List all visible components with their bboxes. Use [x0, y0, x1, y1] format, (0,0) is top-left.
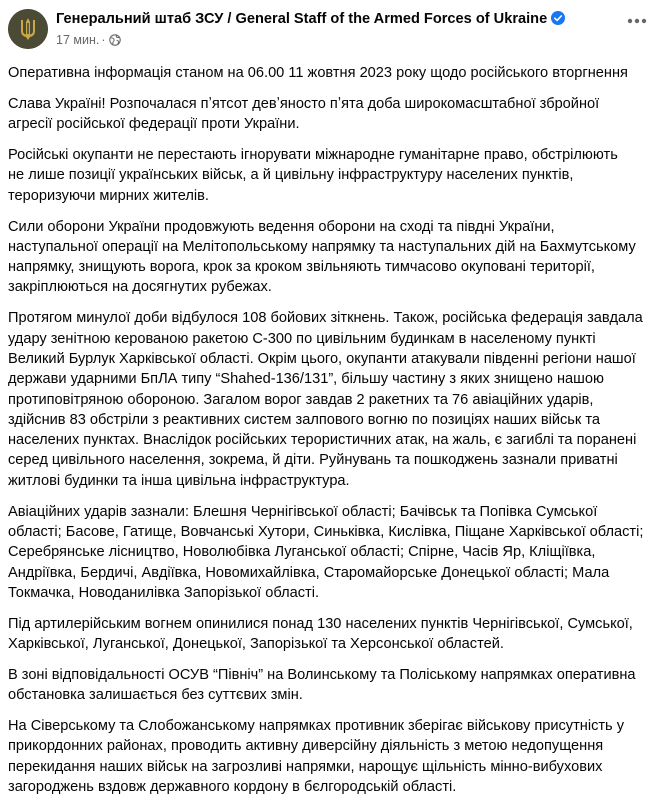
post-meta	[56, 32, 121, 50]
post-paragraph: Сили оборони України продовжують ведення оборони на сході та півдні України, наступальної операції на Мелітопольському напрямку та наступальних дій на Бахмутському напрямку, знищують ворога, крок за кроком звільняють тимчасово окуповані території, закріплюються на досягнутих рубежах.	[8, 218, 636, 296]
more-options-button[interactable]	[622, 6, 652, 36]
post-paragraph: Російські окупанти не перестають ігнорувати міжнародне гуманітарне право, обстрілюють не лише позиції українських військ, а й цивільну інфраструктуру населених пунктів, тероризуючи мирних жителів.	[8, 147, 618, 204]
post-timestamp-link[interactable]: 17 мин.	[56, 33, 100, 47]
author-line	[56, 10, 565, 31]
post-paragraph: Авіаційних ударів зазнали: Блешня Чернігівської області; Бачівськ та Попівка Сумської області; Басове, Гатище, Вовчанські Хутори, Синьківка, Кислівка, Піщане Харківської області; Серебрянське лісництво, Новолюбівка Луганської області; Спірне, Часів Яр, Кліщіївка, Андріївка, Бердичі, Авдіївка, Новомихайлівка, Старомайорське Донецької області; Мала Токмачка, Новоданилівка Запорізької області.	[8, 503, 644, 601]
globe-icon[interactable]	[109, 34, 121, 50]
page-avatar[interactable]	[8, 9, 48, 49]
post-header	[0, 0, 660, 60]
post-paragraph: Слава Україні! Розпочалася пʼятсот девʼяносто пʼята доба широкомасштабної збройної агресії російської федерації проти України.	[8, 95, 600, 133]
post-paragraph: Протягом минулої доби відбулося 108 бойових зіткнень. Також, російська федерація завдала удару зенітною керованою ракетою С-300 по цивільним будинкам в населеному пункті Великий Бурлук Харківської області. Окрім цього, окупанти атакували південні регіони нашої держави ударними БпЛА типу “Shahed-136/131”, більшу частину з яких знищено нашою протиповітряною обороною. Загалом ворог завдав 2 ракетних та 76 авіаційних ударів, здійснив 83 обстріли з реактивних систем залпового вогню по позиціях наших військ та населених пунктах. Внаслідок російських терористичних атак, на жаль, є загиблі та поранені серед цивільного населення, зокрема, й діти. Руйнувань та пошкоджень зазнали приватні житлові будинки та інша цивільна інфраструктура.	[8, 310, 643, 489]
trident-emblem-icon	[8, 9, 48, 49]
post-paragraph: На Сіверському та Слобожанському напрямках противник зберігає військову присутність у прикордонних районах, проводить активну диверсійну діяльність з метою недопущення перекидання наших військ на загрозливі напрямки, нарощує щільність мінно-вибухових загороджень вздовж державного кордону в бєлгородській області.	[8, 718, 625, 795]
post-body	[8, 63, 650, 808]
page-name-link[interactable]: Генеральний штаб ЗСУ / General Staff of the Armed Forces of Ukraine	[56, 11, 548, 27]
verified-badge-icon	[551, 11, 565, 31]
meta-separator: ·	[101, 33, 106, 47]
post-paragraph: Під артилерійським вогнем опинилися понад 130 населених пунктів Чернігівської, Сумської, Харківської, Луганської, Донецької, Запорізької та Херсонської областей.	[8, 615, 633, 652]
post-paragraph-title: Оперативна інформація станом на 06.00 11 жовтня 2023 року щодо російського вторгнення	[8, 65, 628, 81]
more-options-icon	[627, 18, 647, 24]
post-paragraph: В зоні відповідальності ОСУВ “Північ” на Волинському та Поліському напрямках оперативна обстановка залишається без суттєвих змін.	[8, 666, 636, 704]
